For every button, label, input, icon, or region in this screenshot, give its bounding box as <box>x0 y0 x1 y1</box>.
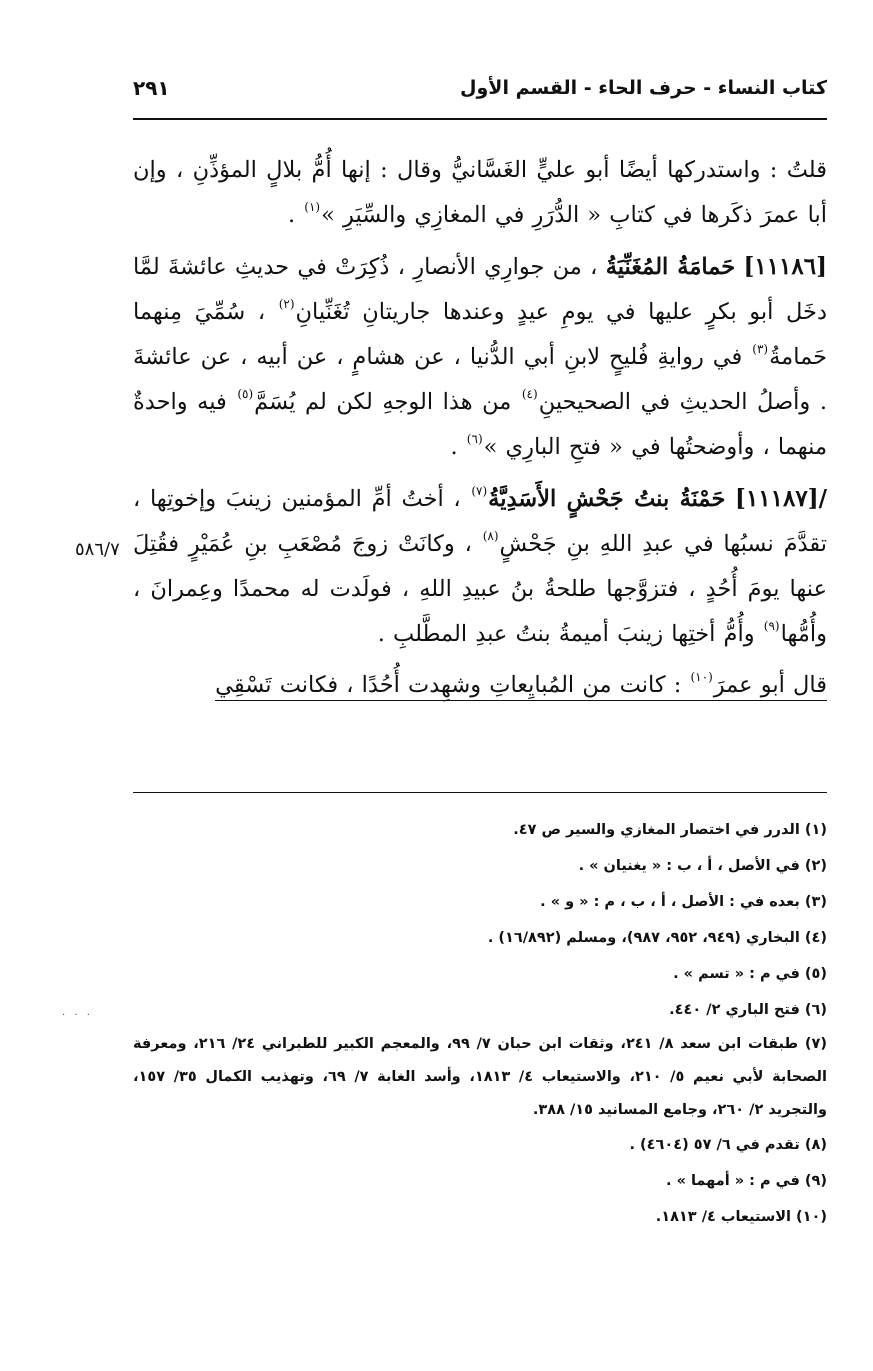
footnote-ref: (٦) <box>466 432 483 446</box>
footnote-4: (٤) البخاري (٩٤٩، ٩٥٢، ٩٨٧)، ومسلم (١٦/٨٩٢) . <box>487 930 827 946</box>
footnote-3: (٣) بعده في : الأصل ، أ ، ب ، م : « و » . <box>540 894 827 910</box>
footnotes <box>133 812 827 1235</box>
margin-page-marker: ٥٨٦/٧ <box>75 539 120 560</box>
text-segment: ، وكانَتْ زوجَ مُصْعَبِ بنِ عُمَيْرٍ فقُتِلَ عنها يومَ أُحُدٍ ، فتزوَّجها طلحةُ بنُ عبيدِ اللهِ ، فولَدت له محمدًا وعِمرانَ ، وأُمُّها <box>133 531 827 647</box>
text-segment: ، سُمِّيَ مِنهما حَمامةُ <box>133 299 827 370</box>
entry-number: /[١١١٨٧] <box>735 485 828 512</box>
entry-11187 <box>133 476 827 657</box>
footnote-9: (٩) في م : « أمهما » . <box>666 1173 827 1189</box>
text-segment: في روايةِ فُليحٍ لابنِ أبي الدُّنيا ، عن هشامٍ ، عن أبيه ، عن عائشةَ . وأصلُ الحديثِ في الصحيحينِ <box>133 344 827 415</box>
footnote-ref: (٢) <box>278 297 295 311</box>
footnote-ref: (٩) <box>763 619 780 633</box>
text-segment: وأُمُّ أختِها زينبَ أميمةُ بنتُ عبدِ المطَّلبِ . <box>377 621 763 647</box>
footnote-2: (٢) في الأصل ، أ ، ب : « يغنيان » . <box>578 858 827 874</box>
running-title: كتاب النساء - حرف الحاء - القسم الأول <box>460 77 827 99</box>
text-segment: قلتُ : واستدركها أيضًا أبو عليٍّ الغَسَّانيُّ وقال : إنها أُمُّ بلالٍ المؤذِّنِ ، وإن أبا عمرَ ذكَرها في كتابِ « الدُّرَرِ في المغازِي والسِّيَرِ » <box>133 157 827 228</box>
page-number: ٢٩١ <box>133 76 170 100</box>
text-segment: قال أبو عمرَ <box>713 672 827 698</box>
footnote-ref: (٥) <box>237 387 254 401</box>
footnote-7: (٧) طبقات ابن سعد ٨/ ٢٤١، وثقات ابن حبان ٧/ ٩٩، والمعجم الكبير للطبراني ٢٤/ ٢١٦، ومعرفة الصحابة لأبي نعيم ٥/ ٢١٠، والاستيعاب ٤/ ١٨١٣، وأسد الغابة ٧/ ٦٩، وتهذيب الكمال ٣٥/ ١٥٧، والتجريد ٢/ ٢٦٠، وجامع المسانيد ١٥/ ٣٨٨. <box>133 1036 827 1118</box>
entry-number: [١١١٨٦] <box>743 253 828 280</box>
footnote-10: (١٠) الاستيعاب ٤/ ١٨١٣. <box>655 1209 827 1225</box>
footnote-ref: (٤) <box>521 387 538 401</box>
entry-name: حَمامَةُ المُغَنِّيَةُ <box>605 254 736 280</box>
footnote-6: (٦) فتح الباري ٢/ ٤٤٠. <box>669 1002 827 1018</box>
footnote-8: (٨) تقدم في ٦/ ٥٧ (٤٦٠٤) . <box>629 1137 827 1153</box>
text-segment: ، أختُ أمِّ المؤمنين زينبَ وإخوتِها ، تقدَّمَ نسبُها في عبدِ اللهِ بنِ جَحْشٍ <box>133 486 827 557</box>
footnote-ref: (١) <box>304 200 321 214</box>
footnote-rule <box>133 792 827 793</box>
footnote-ref: (١٠) <box>690 670 713 684</box>
underlined-segment <box>215 672 827 701</box>
text-segment: فيه واحدةٌ منهما ، وأوضحتُها في « فتحِ البارِي » <box>133 389 827 460</box>
paragraph-abu-umar <box>133 663 827 708</box>
footnote-ref: (٧) <box>471 484 488 498</box>
text-segment: . <box>450 434 466 460</box>
entry-name: حَمْنَةُ بنتُ جَحْشٍ الأَسَدِيَّةُ <box>488 486 726 512</box>
paragraph-intro <box>133 148 827 238</box>
main-text <box>133 148 827 714</box>
footnote-ref: (٨) <box>482 529 499 543</box>
text-segment: من هذا الوجهِ لكن لم يُسَمَّ <box>254 389 521 415</box>
footnote-1: (١) الدرر في اختصار المغازي والسير ص ٤٧. <box>513 822 827 838</box>
page-header <box>133 74 827 112</box>
header-rule <box>133 118 827 120</box>
footnote-5: (٥) في م : « تسم » . <box>673 966 827 982</box>
text-segment: ، من جوارِي الأنصارِ ، ذُكِرَتْ في حديثِ عائشةَ لمَّا دخَل أبو بكرٍ عليها في يومِ عيدٍ وعندها جاريتانِ تُغَنِّيانِ <box>133 254 827 325</box>
scan-speck: · · · <box>62 1010 93 1021</box>
entry-11186 <box>133 244 827 470</box>
text-segment: : كانت من المُبايِعاتِ وشهِدت أُحُدًا ، فكانت تَسْقِي <box>215 672 690 698</box>
footnote-ref: (٣) <box>752 342 769 356</box>
text-segment: . <box>287 202 304 228</box>
